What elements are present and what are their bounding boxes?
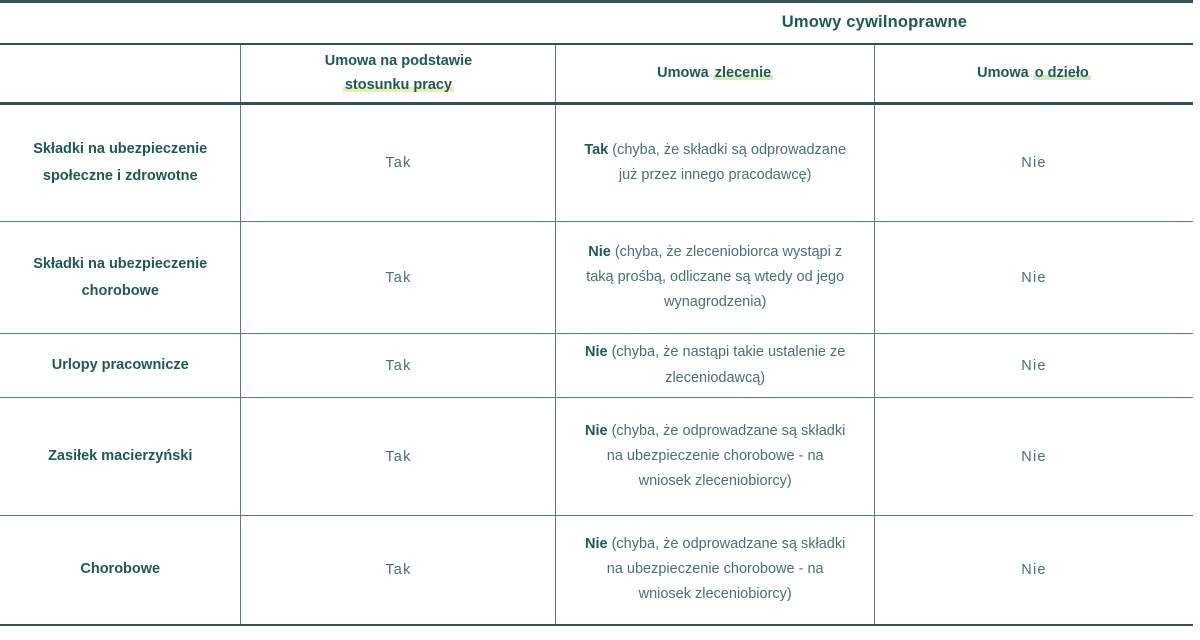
row-label-cell: [0, 516, 241, 625]
row-label: Zasiłek macierzyński: [48, 448, 193, 465]
table-row-maternity-benefit: [0, 398, 1193, 516]
row-label: Składki na ubezpieczenie społeczne i zdrowotne: [33, 141, 208, 184]
col-header-employment-contract: [241, 44, 556, 104]
cell-dzielo: Nie: [874, 334, 1193, 398]
cell-zlecenie: [556, 334, 875, 398]
cell-zlecenie-text: Nie (chyba, że odprowadzane są składki na ubezpieczenie chorobowe - na wniosek zleceniobiorcy): [584, 535, 846, 603]
cell-zlecenie: [556, 104, 875, 222]
row-label: Składki na ubezpieczenie chorobowe: [33, 255, 208, 299]
cell-zlecenie-text: Nie (chyba, że zleceniobiorca wystąpi z taką prośbą, odliczane są wtedy od jego wynagrodzenia): [586, 243, 845, 311]
col-header-zlecenie-pre: Umowa: [657, 64, 709, 81]
cell-employment: Tak: [241, 334, 556, 398]
col-header-dzielo: [874, 44, 1193, 104]
row-label-cell: [0, 222, 241, 334]
table-row-sick-pay: [0, 516, 1193, 625]
cell-employment: Tak: [241, 104, 556, 222]
cell-dzielo: Nie: [874, 398, 1193, 516]
banner-row: [0, 2, 1193, 44]
cell-zlecenie: [556, 398, 875, 516]
cell-zlecenie: [556, 222, 875, 334]
cell-dzielo: Nie: [874, 222, 1193, 334]
col-header-employment-line1: Umowa na podstawie: [324, 52, 473, 69]
cell-employment: Tak: [241, 222, 556, 334]
table-row-sickness-insurance: [0, 222, 1193, 334]
cell-zlecenie-text: Nie (chyba, że odprowadzane są składki na ubezpieczenie chorobowe - na wniosek zleceniobiorcy): [584, 422, 846, 490]
row-label-cell: [0, 398, 241, 516]
cell-employment: Tak: [241, 516, 556, 625]
row-label-cell: [0, 334, 241, 398]
cell-dzielo: Nie: [874, 104, 1193, 222]
cell-employment: Tak: [241, 398, 556, 516]
row-label: Urlopy pracownicze: [51, 357, 189, 374]
col-header-dzielo-pre: Umowa: [977, 64, 1029, 81]
table-row-social-insurance: [0, 104, 1193, 222]
row-label-cell: [0, 104, 241, 222]
table-row-employee-leave: [0, 334, 1193, 398]
cell-dzielo: Nie: [874, 516, 1193, 625]
cell-zlecenie-text: Tak (chyba, że składki są odprowadzane już przez innego pracodawcę): [584, 141, 847, 183]
row-label: Chorobowe: [80, 561, 161, 578]
banner-spacer-cell: [0, 2, 556, 44]
col-header-zlecenie-highlight: zlecenie: [714, 64, 772, 81]
cell-zlecenie: [556, 516, 875, 625]
col-header-empty: [0, 44, 241, 104]
col-header-zlecenie: [556, 44, 875, 104]
banner-title: Umowy cywilnoprawne: [781, 13, 968, 32]
col-header-employment-highlight: stosunku pracy: [344, 77, 453, 94]
banner-cell: [556, 2, 1193, 44]
cell-zlecenie-text: Nie (chyba, że nastąpi takie ustalenie ze zleceniodawcą): [584, 344, 846, 386]
column-header-row: [0, 44, 1193, 104]
col-header-dzielo-highlight: o dzieło: [1034, 64, 1089, 81]
